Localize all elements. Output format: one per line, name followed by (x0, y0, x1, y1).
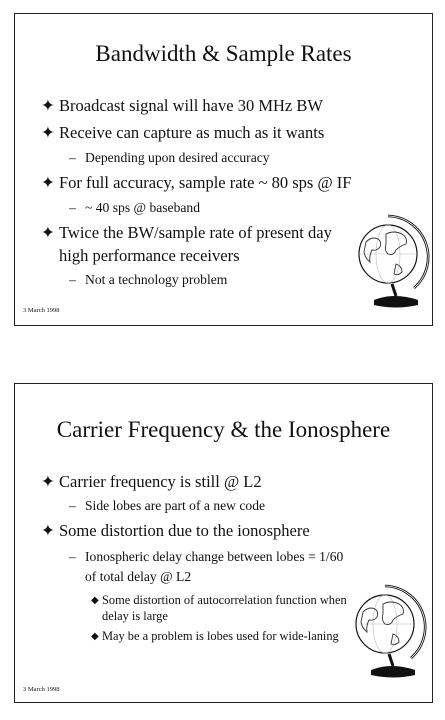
globe-icon (352, 214, 430, 310)
diamond-icon: ◆ (91, 595, 99, 606)
sub-bullet-text: Side lobes are part of a new code (85, 498, 266, 513)
sub-bullet-item (69, 151, 270, 165)
dash-icon: – (69, 549, 76, 564)
dash-icon: – (69, 150, 76, 165)
bullet-item (41, 523, 310, 540)
slide-date-footer: 3 March 1998 (23, 307, 60, 314)
four-point-star-icon: ✦ (41, 472, 55, 491)
bullet-item (41, 125, 324, 142)
dash-icon: – (69, 498, 76, 513)
slide-date-footer: 3 March 1998 (23, 686, 60, 693)
bullet-text: Receive can capture as much as it wants (59, 123, 325, 142)
bullet-text: Carrier frequency is still @ L2 (59, 472, 262, 491)
sub-sub-bullet-text: delay is large (102, 609, 168, 623)
slide-title: Carrier Frequency & the Ionosphere (56, 417, 391, 442)
bullet-item (41, 98, 323, 115)
sub-bullet-text: Ionospheric delay change between lobes = 1/60 (85, 549, 344, 564)
sub-bullet-item (69, 550, 343, 564)
slide-bandwidth-sample-rates (14, 13, 433, 326)
globe-icon (349, 584, 427, 680)
sub-sub-bullet-item (91, 594, 347, 606)
diamond-icon: ◆ (91, 631, 99, 642)
sub-sub-bullet-text: Some distortion of autocorrelation function when (102, 593, 347, 607)
four-point-star-icon: ✦ (41, 173, 55, 192)
sub-sub-bullet-continuation (102, 610, 168, 622)
sub-bullet-continuation (85, 570, 191, 584)
four-point-star-icon: ✦ (41, 96, 55, 115)
bullet-text: For full accuracy, sample rate ~ 80 sps @ IF (59, 173, 352, 192)
four-point-star-icon: ✦ (41, 223, 55, 242)
sub-bullet-item (69, 499, 265, 513)
four-point-star-icon: ✦ (41, 521, 55, 540)
dash-icon: – (69, 200, 76, 215)
bullet-text: Broadcast signal will have 30 MHz BW (59, 96, 323, 115)
sub-bullet-text: of total delay @ L2 (85, 569, 192, 584)
dash-icon: – (69, 272, 76, 287)
sub-bullet-text: ~ 40 sps @ baseband (85, 200, 201, 215)
bullet-item (41, 175, 351, 192)
sub-bullet-text: Depending upon desired accuracy (85, 150, 270, 165)
bullet-text: Some distortion due to the ionosphere (59, 521, 310, 540)
bullet-text: Twice the BW/sample rate of present day (59, 223, 332, 242)
bullet-continuation (59, 248, 240, 265)
four-point-star-icon: ✦ (41, 123, 55, 142)
bullet-text: high performance receivers (59, 246, 240, 265)
sub-bullet-item (69, 201, 200, 215)
sub-bullet-text: Not a technology problem (85, 272, 228, 287)
sub-bullet-item (69, 273, 227, 287)
slide-title: Bandwidth & Sample Rates (95, 41, 352, 66)
sub-sub-bullet-text: May be a problem is lobes used for wide-laning (102, 629, 339, 643)
bullet-item (41, 225, 332, 242)
sub-sub-bullet-item (91, 630, 339, 642)
slide-carrier-frequency-ionosphere (14, 383, 433, 703)
bullet-item (41, 474, 262, 491)
